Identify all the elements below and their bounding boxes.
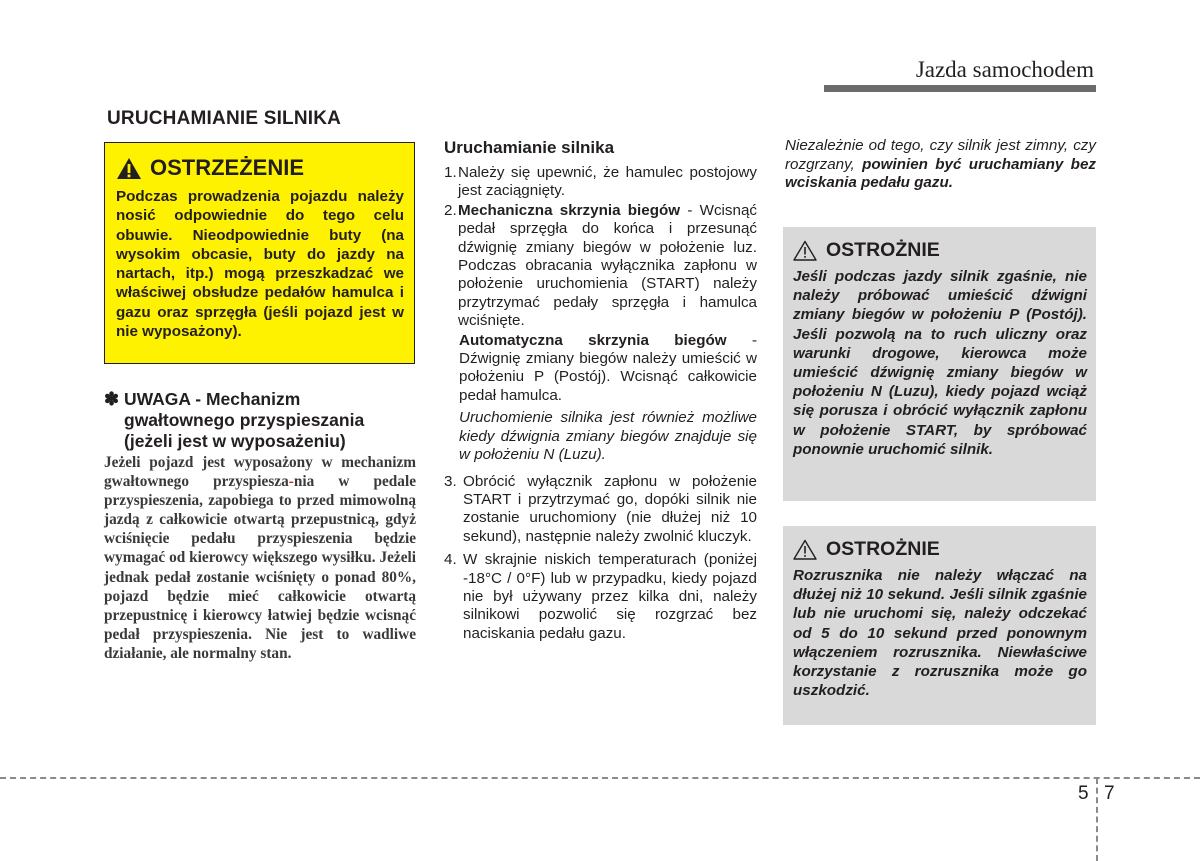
warning-heading-label: OSTRZEŻENIE bbox=[150, 155, 305, 180]
caution-1-heading-label: OSTROŻNIE bbox=[826, 238, 940, 261]
step-1-number: 1. bbox=[444, 164, 457, 181]
note-body-hyphen: - bbox=[288, 473, 294, 491]
chapter-title: Jazda samochodem bbox=[915, 57, 1094, 82]
step-1 bbox=[444, 164, 757, 201]
automatic-paragraph bbox=[444, 332, 757, 406]
step-1-text: Należy się upewnić, że hamulec postojowy jest zaciągnięty. bbox=[458, 164, 757, 200]
header-rule bbox=[824, 85, 1096, 92]
note-body-part1: Jeżeli pojazd jest wyposażony w mechanizm gwałtownego przyspiesza bbox=[104, 454, 416, 491]
caution-2-heading-label: OSTROŻNIE bbox=[826, 537, 940, 560]
caution-box-1 bbox=[783, 227, 1096, 501]
warning-triangle-icon bbox=[116, 157, 142, 180]
intro-part1: Niezależnie od tego, czy silnik jest zimny, czy rozgrzany, bbox=[785, 137, 1096, 173]
step-3-text: Obrócić wyłącznik zapłonu w położenie START i przytrzymać go, dopóki silnik nie zostanie uruchomiony (nie dłużej niż 10 sekund), następnie należy zwolnić kluczyk. bbox=[463, 472, 757, 545]
note-body-part2: nia w pedale przyspieszenia, zapobiega to przed mimowolną jazdą z całkowicie otwartą przepustnicą, gdyż wciśnięcie pedału przyspieszenia będzie wymagać od kierowcy większego wysiłku. Jeżeli jednak pedał zostanie wciśnięty o ponad 80%, pojazd będzie mieć całkowicie otwartą przepustnicę i kierowcy łatwiej będzie wcisnąć pedał przyspieszenia. Nie jest to wadliwe działanie, ale normalny stan. bbox=[104, 473, 416, 662]
note-label: UWAGA bbox=[123, 389, 191, 409]
note-title-line3: (jeżeli jest w wyposażeniu) bbox=[124, 431, 346, 451]
note-title-line2: gwałtownego przyspieszania bbox=[124, 410, 365, 430]
section-title: URUCHAMIANIE SILNIKA bbox=[107, 108, 342, 129]
intro-paragraph bbox=[785, 137, 1096, 193]
warning-text: Podczas prowadzenia pojazdu należy nosić odpowiednie do tego celu obuwie. Nieodpowiednie buty (na wysokim obcasie, buty do jazdy na nartach, itp.) mogą przeszkadzać we właściwej obsłudze pedałów hamulca i gazu oraz sprzęgła (jeśli pojazd jest w nie wyposażony). bbox=[116, 188, 404, 341]
caution-1-text: Jeśli podczas jazdy silnik zgaśnie, nie należy próbować umieścić dźwigni zmiany biegów w położeniu P (Postój). Jeśli pozwolą na to ruch uliczny oraz warunki drogowe, kierowca może umieścić dźwignię zmiany biegów w położeniu N (Luzu), kiedy pojazd wciąż się porusza i obrócić wyłącznik zapłonu w położenie START, by spróbować ponownie uruchomić silnik. bbox=[793, 268, 1087, 458]
warning-box bbox=[104, 142, 415, 364]
step-4-text: W skrajnie niskich temperaturach (poniżej -18°C / 0°F) lub w przypadku, kiedy pojazd nie był używany przez kilka dni, należy silnikowi pozwolić się rozgrzać bez naciskania pedału gazu. bbox=[463, 551, 757, 642]
step-3-number: 3. bbox=[444, 472, 457, 490]
step-2 bbox=[444, 202, 757, 331]
caution-triangle-icon bbox=[793, 240, 817, 261]
step-2-label: Mechaniczna skrzynia biegów bbox=[458, 201, 681, 219]
note-star-icon: ✽ bbox=[104, 389, 120, 409]
footer-rule bbox=[0, 777, 1200, 779]
starting-title: Uruchamianie silnika bbox=[444, 138, 615, 157]
warning-heading bbox=[116, 153, 404, 183]
automatic-note: Uruchomienie silnika jest również możliwe kiedy dźwignia zmiany biegów znajduje się w położeniu N (Luzu). bbox=[459, 409, 757, 464]
automatic-text: - Dźwignię zmiany biegów należy umieścić w położeniu P (Postój). Wcisnąć całkowicie pedał hamulca. bbox=[459, 331, 757, 404]
step-2-number: 2. bbox=[444, 201, 457, 219]
starting-procedure bbox=[444, 138, 757, 644]
caution-1-heading bbox=[793, 237, 1087, 263]
intro-part2: powinien być uruchamiany bez wciskania pedału gazu. bbox=[785, 155, 1096, 191]
step-2-text: - Wcisnąć pedał sprzęgła do końca i przesunąć dźwignię zmiany biegów w położenie luz. Podczas obracania wyłącznika zapłonu w położenie uruchomienia (START) należy przytrzymać pedały sprzęgła i hamulca wciśnięte. bbox=[458, 201, 757, 330]
page-chapter-number: 5 bbox=[1078, 783, 1089, 804]
caution-2-text: Rozrusznika nie należy włączać na dłużej niż 10 sekund. Jeśli silnik zgaśnie lub nie uruchomi się, należy odczekać od 5 do 10 sekund przed ponownym włączeniem rozrusznika. Niewłaściwe korzystanie z rozrusznika może go uszkodzić. bbox=[793, 567, 1087, 700]
step-2-body bbox=[458, 202, 757, 331]
page-number: 7 bbox=[1104, 783, 1115, 804]
note-body bbox=[104, 453, 416, 663]
caution-2-heading bbox=[793, 536, 1087, 562]
caution-box-2 bbox=[783, 526, 1096, 725]
page-number-divider bbox=[1096, 778, 1098, 861]
note-title-line1: - Mechanizm bbox=[190, 389, 301, 409]
step-4 bbox=[444, 551, 757, 643]
note-heading bbox=[104, 389, 404, 452]
caution-triangle-icon bbox=[793, 539, 817, 560]
step-3 bbox=[444, 473, 757, 547]
step-4-number: 4. bbox=[444, 551, 457, 569]
automatic-label: Automatyczna skrzynia biegów bbox=[459, 331, 727, 349]
